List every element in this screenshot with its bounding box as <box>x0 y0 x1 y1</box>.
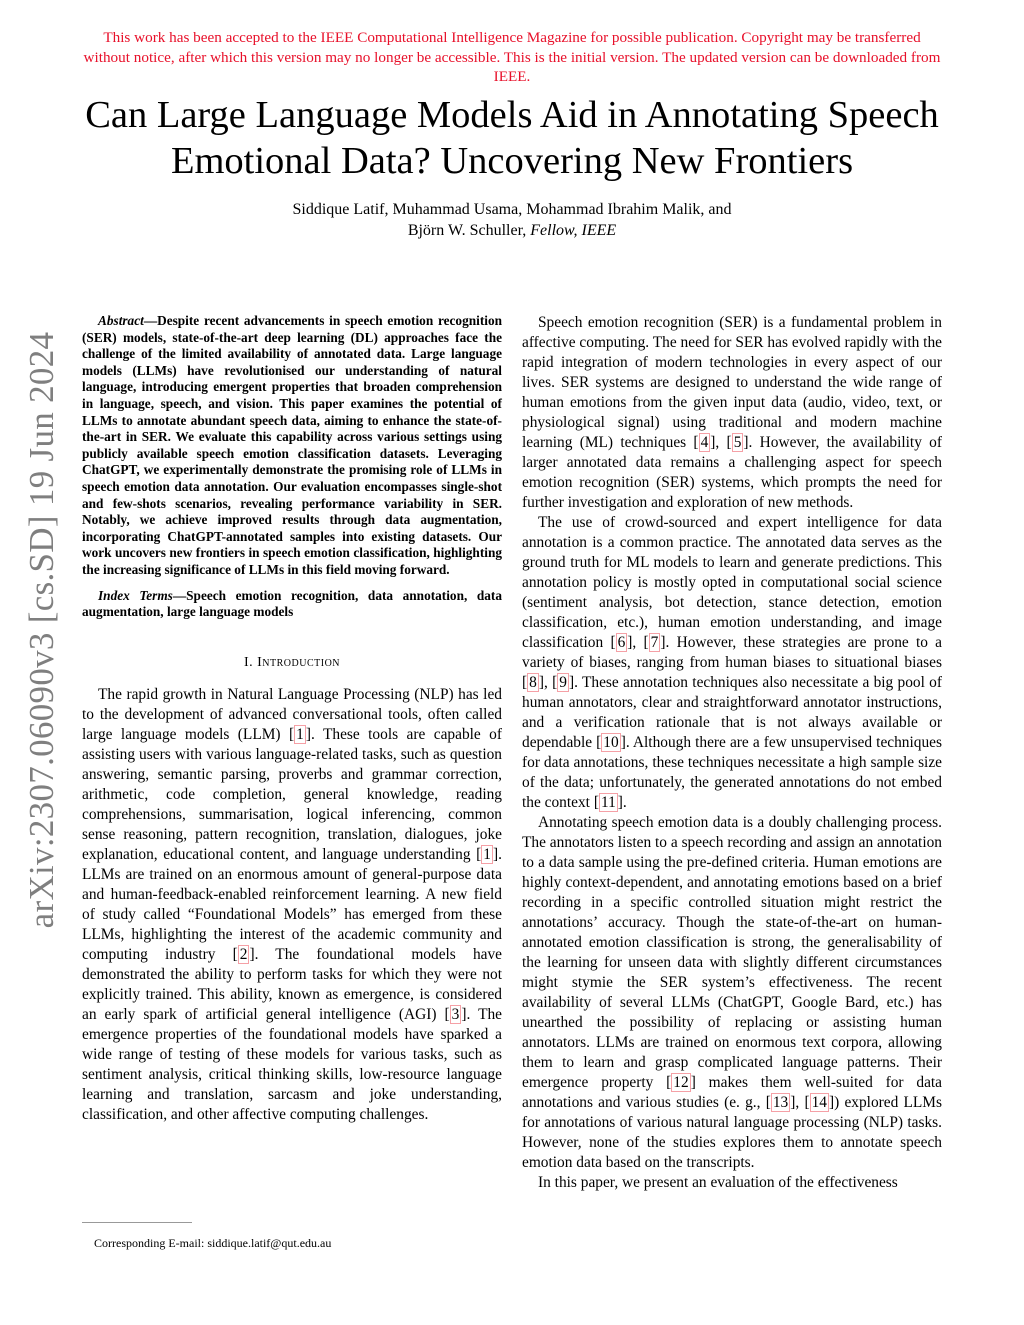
intro-paragraph-4: Annotating speech emotion data is a doubly challenging process. The annotators listen to a speech recording and assign an annotation to a data sample using the pre-defined criteria. Human emotions are highly context-dependent, and annotating emotions based on a brief recording in a specific controlled situation might restrict the annotations’ accuracy. Though the state-of-the-art on human-annotated emotion classification is strong, the generalisability of the learning for unseen data with slightly different circumstances might stymie the SER system’s effectiveness. The recent availability of several LLMs (ChatGPT, Google Bard, etc.) has unearthed the possibility of replacing or assisting human annotators. LLMs are trained on enormous text corpora, allowing them to learn and grasp complicated language patterns. Their emergence property [ 12 ] makes them well-suited for data annotations and various studies (e. g., [ 13 ], [ 14 ]) explored LLMs for annotations of various natural language processing (NLP) tasks. However, none of the studies explores them to annotate speech emotion data based on the transcripts. <box>522 814 943 1171</box>
right-column <box>522 313 942 1193</box>
publication-notice: This work has been accepted to the IEEE Computational Intelligence Magazine for possible publication. Copyright may be transferred without notice, after which this version may no longer be accessible. This is the initial version. The updated version can be downloaded from IEEE. <box>83 29 941 85</box>
citation-link[interactable]: 7 <box>650 634 659 651</box>
citation-link[interactable]: 8 <box>529 674 537 691</box>
index-terms-text: —Speech emotion recognition, data annotation, data augmentation, large language models <box>82 587 502 620</box>
paper-title: Can Large Language Models Aid in Annotating Speech Emotional Data? Uncovering New Frontiers <box>85 94 939 182</box>
citation-link[interactable]: 14 <box>811 1094 827 1111</box>
footnote-divider <box>82 1222 192 1223</box>
citation-link[interactable]: 10 <box>603 734 619 751</box>
author-name: Björn W. Schuller, <box>407 222 527 239</box>
index-terms <box>82 588 502 621</box>
author-title: Fellow, IEEE <box>530 222 617 239</box>
corresponding-email-footnote: Corresponding E-mail: siddique.latif@qut.edu.au <box>94 1236 332 1250</box>
citation-link[interactable]: 1 <box>483 845 491 863</box>
citation-link[interactable]: 5 <box>733 434 742 451</box>
citation-link[interactable]: 6 <box>617 634 626 651</box>
author-line-2 <box>120 220 904 241</box>
citation-link[interactable]: 3 <box>451 1005 460 1023</box>
author-line-1: Siddique Latif, Muhammad Usama, Mohammad Ibrahim Malik, and <box>292 201 732 218</box>
section-heading-introduction: I. Introduction <box>243 654 341 670</box>
citation-link[interactable]: 11 <box>600 794 616 811</box>
left-column <box>82 313 502 1125</box>
intro-paragraph-1: The rapid growth in Natural Language Processing (NLP) has led to the development of advanced conversational tools, often called large language models (LLM) [ 1 ]. These tools are capable of assisting users with various language-related tasks, such as question answering, semantic parsing, proverbs and grammar correction, arithmetic, code completion, general knowledge, reading comprehensions, summarisation, logical inferencing, common sense reasoning, pattern recognition, translation, dialogues, joke explanation, educational content, and language understanding [ 1 ]. LLMs are trained on an enormous amount of general-purpose data and human-feedback-enabled reinforcement learning. A new field of study called “Foundational Models” has emerged from these LLMs, highlighting the interest of the academic community and computing industry [ 2 ]. The foundational models have demonstrated the ability to perform tasks for which they were not explicitly trained. This ability, known as emergence, is considered an early spark of artificial general intelligence (AGI) [ 3 ]. The emergence properties of the foundational models have sparked a wide range of testing of these models for various tasks, such as sentiment analysis, critical thinking skills, low-resource language learning and translation, sarcasm and joke understanding, classification, and other affective computing challenges. <box>82 685 502 1123</box>
index-terms-label: Index Terms <box>98 587 173 603</box>
abstract-label: Abstract <box>98 313 144 328</box>
intro-paragraph-5: In this paper, we present an evaluation of the effectiveness <box>538 1174 898 1191</box>
citation-link[interactable]: 9 <box>559 674 567 691</box>
citation-link[interactable]: 13 <box>772 1094 789 1111</box>
citation-link[interactable]: 1 <box>296 725 304 743</box>
citation-link[interactable]: 12 <box>673 1074 689 1091</box>
citation-link[interactable]: 2 <box>239 945 248 963</box>
intro-paragraph-2: Speech emotion recognition (SER) is a fundamental problem in affective computing. The need for SER has evolved rapidly with the rapid integration of modern technologies in every aspect of our lives. SER systems are designed to understand the wide range of human emotions from the given input data (audio, video, text, or physiological signal) using traditional and modern machine learning (ML) techniques [ 4 ], [ 5 ]. However, the availability of larger annotated data remains a challenging aspect for speech emotion recognition (SER) systems, which prompts the need for further investigation and exploration of new methods. <box>522 314 942 511</box>
author-list <box>120 199 904 241</box>
arxiv-identifier: arXiv:2307.06090v3 [cs.SD] 19 Jun 2024 <box>22 331 61 929</box>
intro-paragraph-3: The use of crowd-sourced and expert intelligence for data annotation is a common practice. The annotated data serves as the ground truth for ML models to learn and generate predictions. This annotation policy is mostly opted in computational social science (sentiment analysis, bot detection, stance detection, emotion classification, etc.), human emotion understanding, and image classification [ 6 ], [ 7 ]. However, these strategies are prone to a variety of biases, ranging from human biases to situational biases [ 8 ], [ 9 ]. These annotation techniques also necessitate a big pool of human annotators, clear and straightforward annotator instructions, and a verification rationale that is not always available or dependable [ 10 ]. Although there are a few unsupervised techniques for data annotations, these techniques necessitate a high sample size of the data; unfortunately, the generated annotations do not embed the context [ 11 ]. <box>522 514 943 811</box>
citation-link[interactable]: 4 <box>700 434 709 451</box>
abstract <box>82 313 502 579</box>
abstract-text: —Despite recent advancements in speech emotion recognition (SER) models, state-of-the-art deep learning (DL) approaches face the challenge of the limited availability of annotated data. Large language models (LLMs) have revolutionised our understanding of natural language, introducing emergent properties that broaden comprehension in language, speech, and vision. This paper examines the potential of LLMs to annotate abundant speech data, aiming to enhance the state-of-the-art in SER. We evaluate this capability across various settings using publicly available speech emotion classification datasets. Leveraging ChatGPT, we experimentally demonstrate the promising role of LLMs in speech emotion data annotation. Our evaluation encompasses single-shot and few-shots scenarios, revealing performance variability in SER. Notably, we achieve improved results through data augmentation, incorporating ChatGPT-annotated samples into existing datasets. Our work uncovers new frontiers in speech emotion classification, highlighting the increasing significance of LLMs in this field moving forward. <box>82 313 502 577</box>
